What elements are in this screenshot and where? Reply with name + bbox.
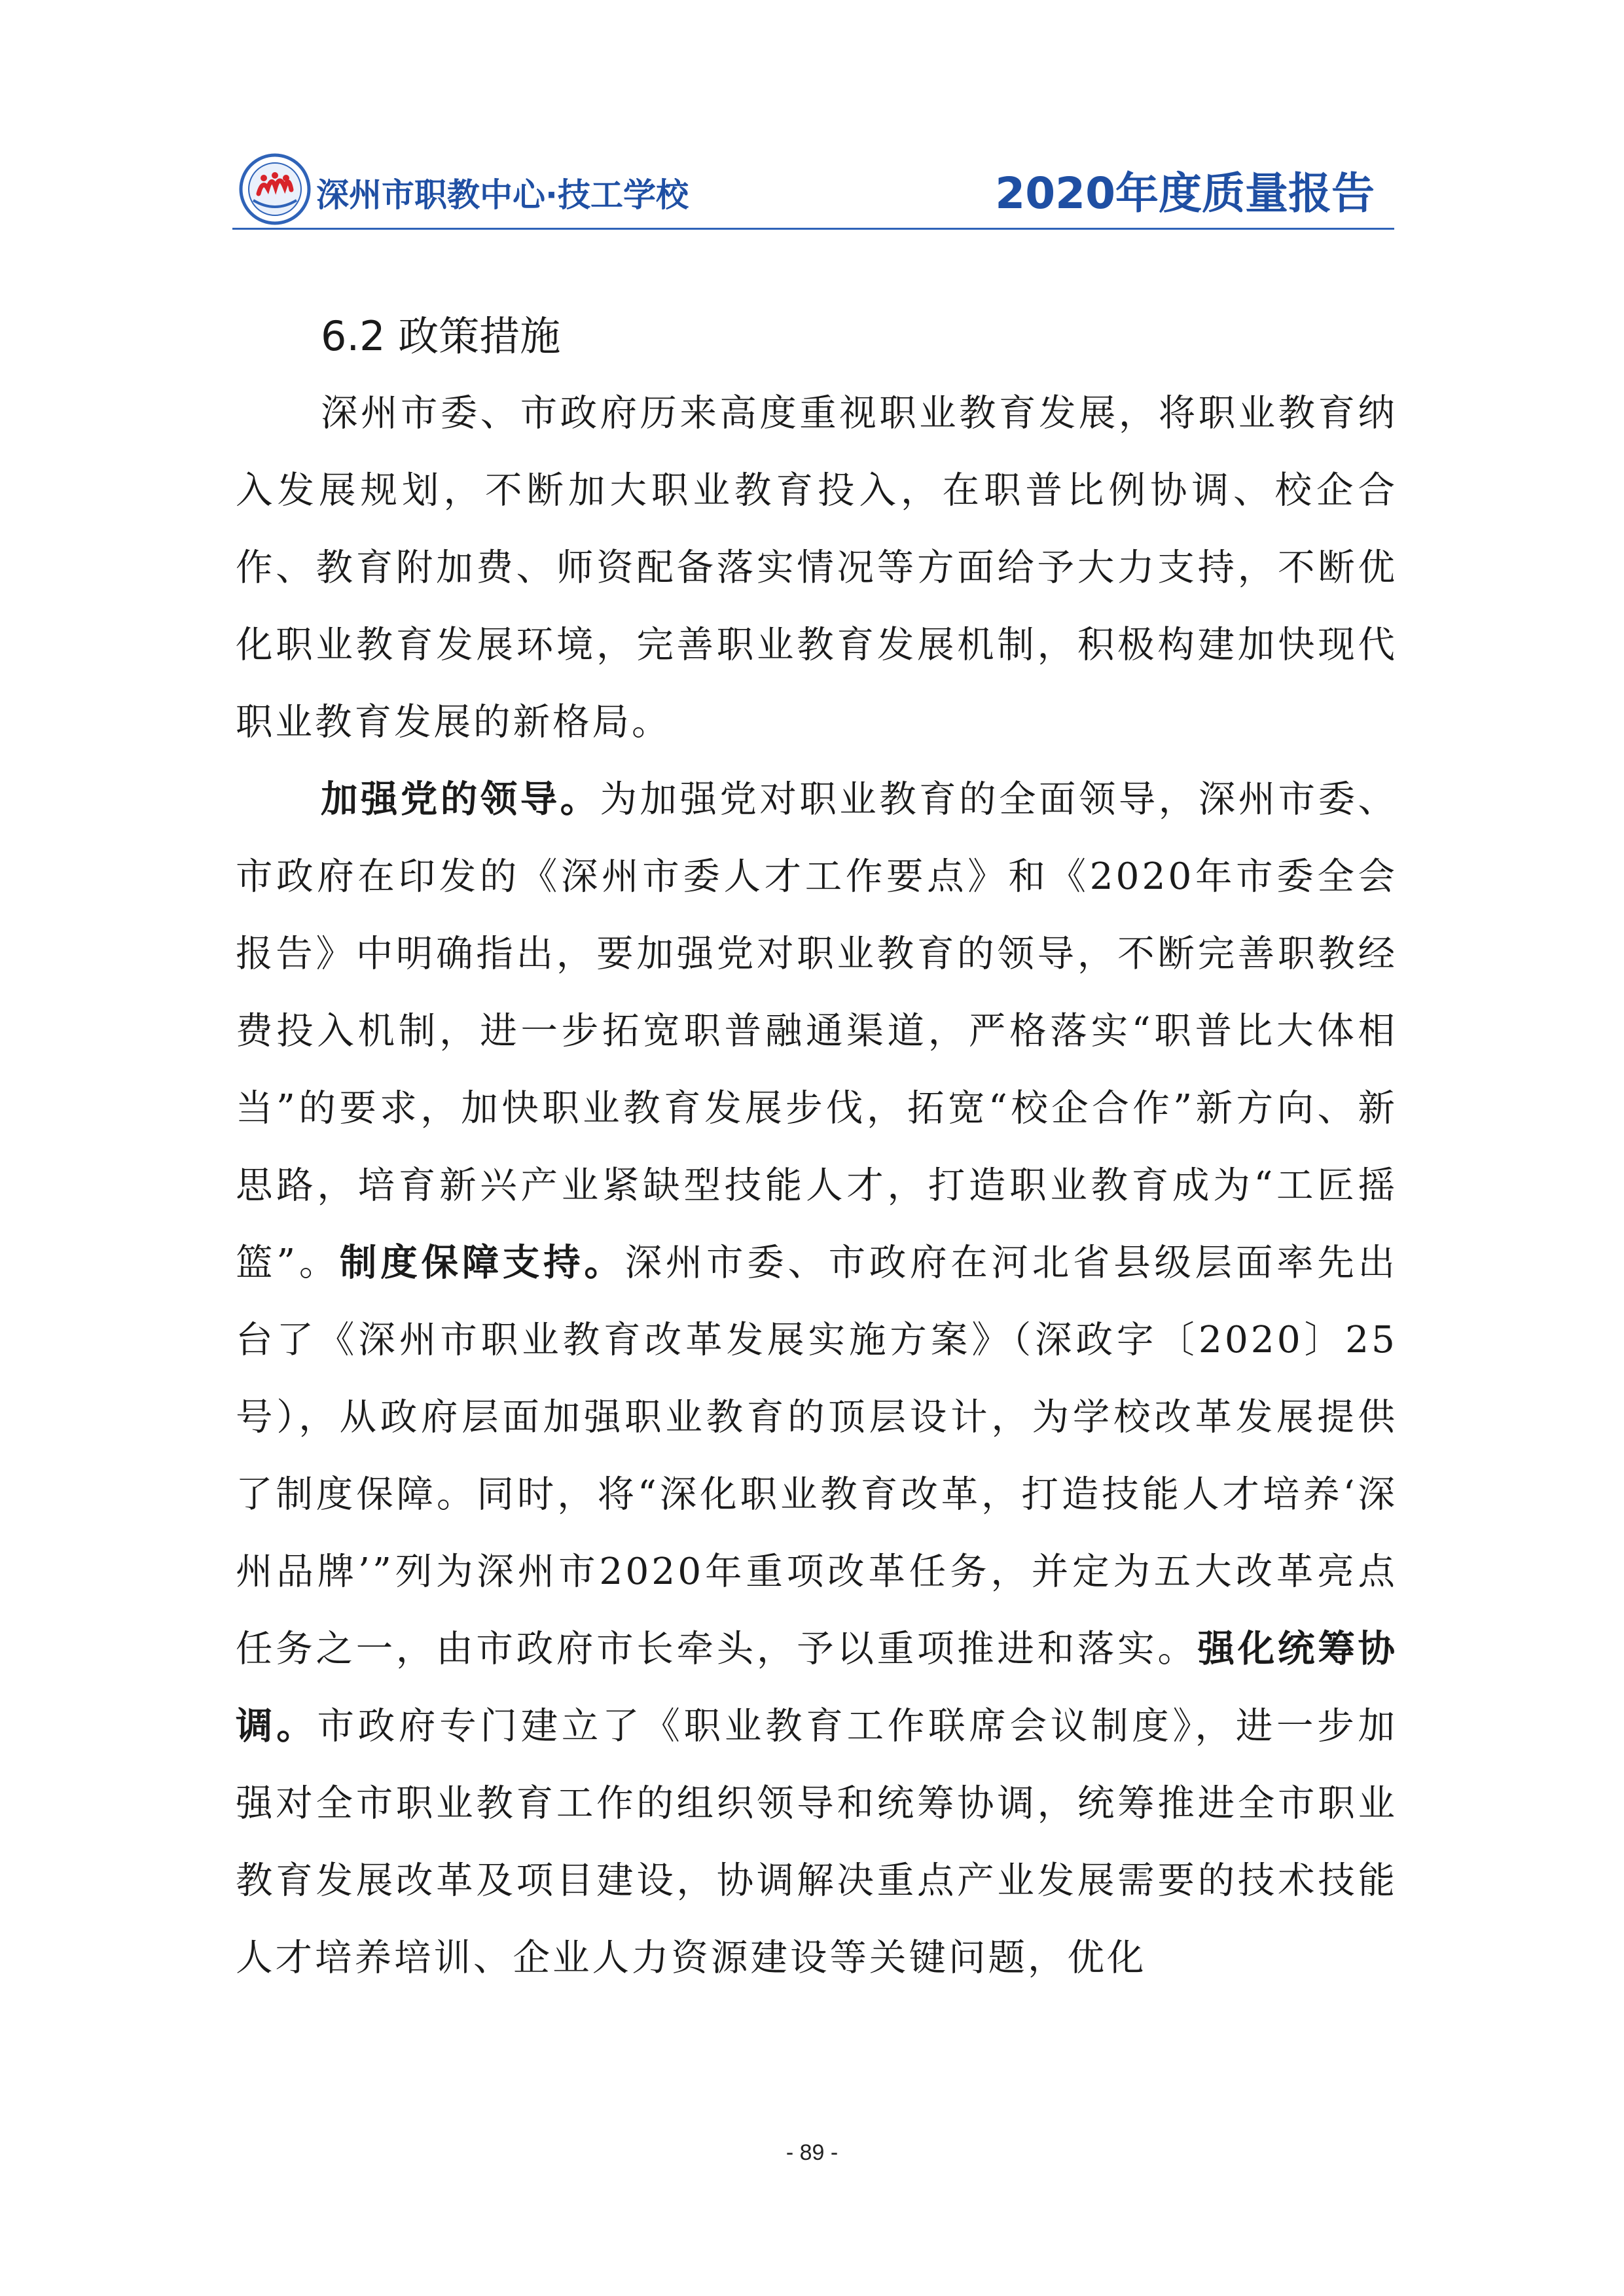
header-divider xyxy=(232,228,1394,230)
school-emblem-icon xyxy=(239,153,311,225)
bold-lead-coordination: 强化统筹协调。 xyxy=(236,1628,1398,1748)
coordination-text: 市政府专门建立了《职业教育工作联席会议制度》，进一步加强对全市职业教育工作的组织领导和统筹协调，统筹推进全市职业教育发展改革及项目建设，协调解决重点产业发展需要的技术技能人才培养培训、企业人力资源建设等关键问题，优化 xyxy=(236,1705,1398,1979)
bold-lead-institutional-support: 制度保障支持。 xyxy=(340,1242,625,1284)
institutional-support-text: 深州市委、市政府在河北省县级层面率先出台了《深州市职业教育改革发展实施方案》（深政字〔2020〕25号），从政府层面加强职业教育的顶层设计，为学校改革发展提供了制度保障。同时，将“深化职业教育改革，打造技能人才培养‘深州品牌’”列为深州市2020年重项改革任务，并定为五大改革亮点任务之一，由市政府市长牵头，予以重项推进和落实。 xyxy=(236,1242,1398,1670)
section-heading: 6.2 政策措施 xyxy=(321,312,561,360)
intro-paragraph: 深州市委、市政府历来高度重视职业教育发展，将职业教育纳入发展规划，不断加大职业教育投入，在职普比例协调、校企合作、教育附加费、师资配备落实情况等方面给予大力支持，不断优化职业教育发展环境，完善职业教育发展机制，积极构建加快现代职业教育发展的新格局。 xyxy=(236,392,1398,744)
school-name: 深州市职教中心·技工学校 xyxy=(316,176,689,214)
policy-paragraph xyxy=(236,761,1398,1997)
page-body xyxy=(236,298,1398,1997)
page-number: - 89 - xyxy=(785,2140,839,2165)
bold-lead-party-leadership: 加强党的领导。 xyxy=(321,778,600,821)
page-header xyxy=(232,131,1394,229)
report-title: 2020年度质量报告 xyxy=(995,168,1375,219)
party-leadership-text: 为加强党对职业教育的全面领导，深州市委、市政府在印发的《深州市委人才工作要点》和《2020年市委全会报告》中明确指出，要加强党对职业教育的领导，不断完善职教经费投入机制，进一步拓宽职普融通渠道，严格落实“职普比大体相当”的要求，加快职业教育发展步伐，拓宽“校企合作”新方向、新思路，培育新兴产业紧缺型技能人才，打造职业教育成为“工匠摇篮”。 xyxy=(236,778,1398,1284)
